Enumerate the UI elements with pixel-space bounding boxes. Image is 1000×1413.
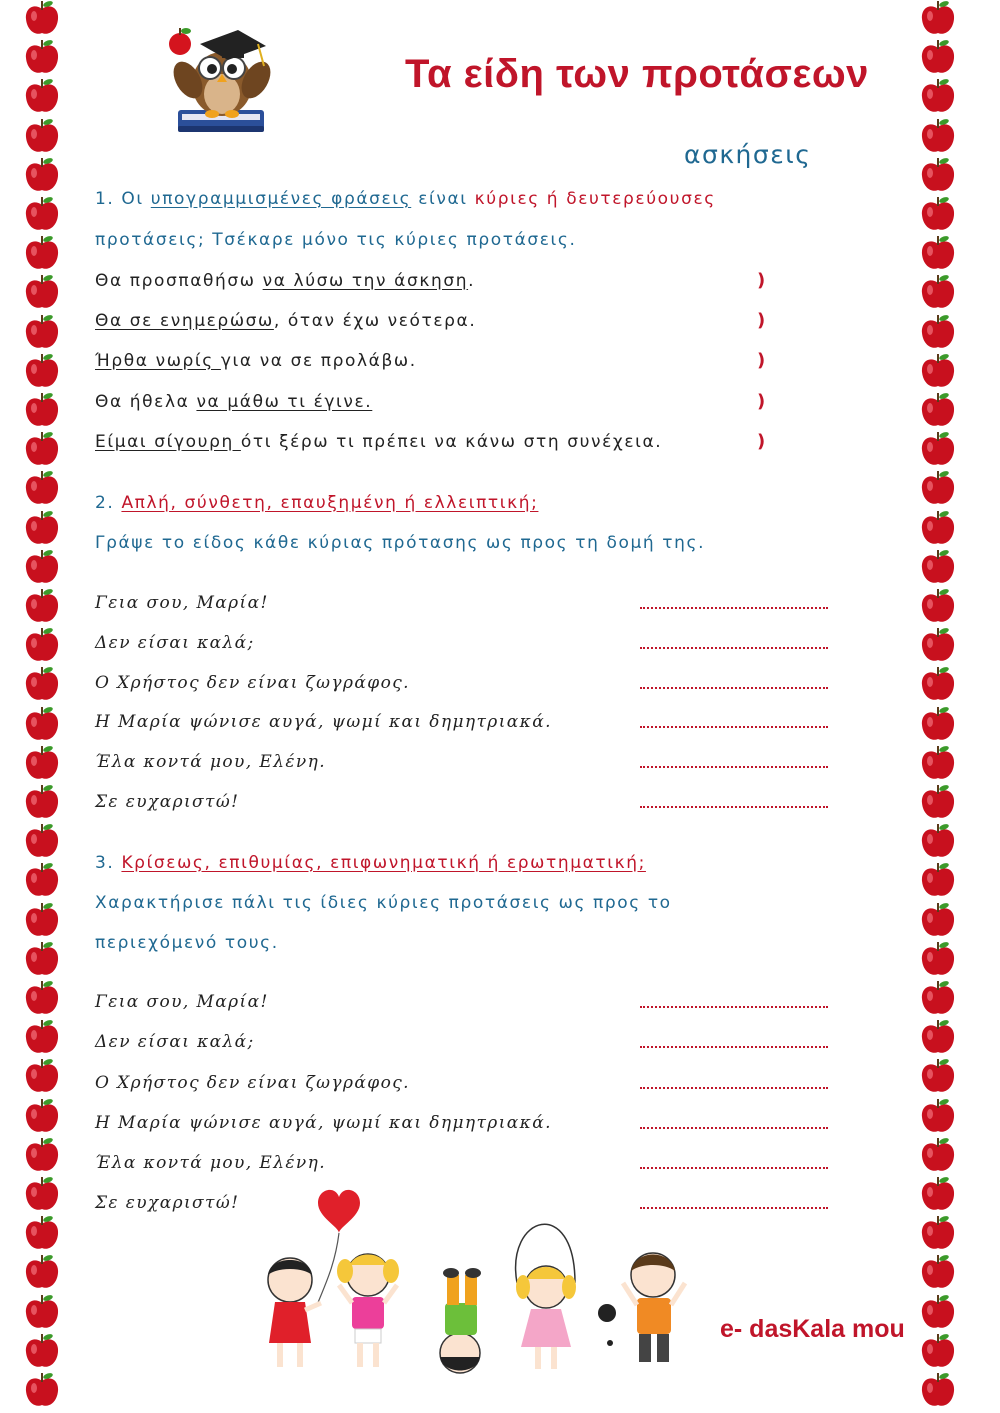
item-underlined: Ήρθα νωρίς (95, 351, 221, 371)
item-underlined: Είμαι σίγουρη (95, 432, 241, 452)
apple-icon (918, 351, 958, 391)
apple-icon (22, 1292, 62, 1332)
apple-icon (22, 782, 62, 822)
item-underlined: Θα σε ενημερώσω (95, 311, 274, 331)
apple-icon (22, 1056, 62, 1096)
apple-icon (918, 664, 958, 704)
exercise1-item (95, 348, 417, 374)
apple-icon (22, 0, 62, 38)
apple-icon (918, 704, 958, 744)
apple-border-left (22, 0, 82, 1413)
answer-blank[interactable] (640, 593, 828, 609)
exercise3-instruction-line2: περιεχόμενό τους. (95, 933, 279, 953)
exercise2-title: Απλή, σύνθετη, επαυξημένη ή ελλειπτική; (121, 493, 539, 513)
check-mark-slot[interactable]: ) (757, 270, 766, 291)
apple-icon (918, 1292, 958, 1332)
exercise1-heading (95, 186, 716, 212)
exercise1-item (95, 268, 475, 294)
apple-icon (22, 155, 62, 195)
apple-icon (918, 194, 958, 234)
answer-blank[interactable] (640, 712, 828, 728)
item-text-before: Θα προσπαθήσω (95, 271, 263, 291)
check-mark-slot[interactable]: ) (757, 310, 766, 331)
apple-icon (22, 468, 62, 508)
apple-border-right (918, 0, 978, 1413)
apple-icon (22, 508, 62, 548)
exercise3-title: Κρίσεως, επιθυμίας, επιφωνηματική ή ερωτηματική; (121, 853, 646, 873)
apple-icon (22, 233, 62, 273)
apple-icon (918, 233, 958, 273)
apple-icon (918, 116, 958, 156)
check-mark-slot[interactable]: ) (757, 350, 766, 371)
apple-icon (918, 1056, 958, 1096)
apple-icon (22, 312, 62, 352)
apple-icon (918, 468, 958, 508)
exercise1-item (95, 429, 662, 455)
apple-icon (918, 860, 958, 900)
apple-icon (22, 390, 62, 430)
brand-signature: e- dasKala mou (720, 1315, 905, 1343)
apple-icon (22, 1096, 62, 1136)
exercise2-sentence: Σε ευχαριστώ! (95, 792, 240, 812)
apple-icon (918, 272, 958, 312)
apple-icon (22, 860, 62, 900)
apple-icon (918, 978, 958, 1018)
apple-icon (918, 508, 958, 548)
exercise1-instruction: προτάσεις; Τσέκαρε μόνο τις κύριες προτάσεις. (95, 230, 577, 250)
apple-icon (22, 1370, 62, 1410)
apple-icon (22, 743, 62, 783)
item-text-after: , όταν έχω νεότερα. (273, 311, 477, 331)
page-subtitle: ασκήσεις (684, 140, 812, 169)
apple-icon (918, 0, 958, 38)
exercise2-heading (95, 490, 538, 516)
exercise3-instruction-line1: Χαρακτήρισε πάλι τις ίδιες κύριες προτάσεις ως προς το (95, 893, 672, 913)
apple-icon (918, 312, 958, 352)
exercise1-number: 1. Οι (95, 189, 151, 209)
exercise2-sentence: Ο Χρήστος δεν είναι ζωγράφος. (95, 673, 410, 693)
apple-icon (918, 429, 958, 469)
exercise2-sentence: Γεια σου, Μαρία! (95, 593, 269, 613)
apple-icon (22, 900, 62, 940)
apple-icon (918, 1370, 958, 1410)
apple-icon (22, 821, 62, 861)
apple-icon (22, 664, 62, 704)
apple-icon (918, 1331, 958, 1371)
apple-icon (918, 1174, 958, 1214)
apple-icon (22, 272, 62, 312)
apple-icon (22, 1331, 62, 1371)
apple-icon (22, 1017, 62, 1057)
exercise1-red-phrase: κύριες ή δευτερεύουσες (474, 189, 716, 209)
item-text-after: . (468, 271, 476, 291)
apple-icon (918, 1017, 958, 1057)
exercise3-sentence: Σε ευχαριστώ! (95, 1193, 240, 1213)
apple-icon (918, 586, 958, 626)
answer-blank[interactable] (640, 633, 828, 649)
apple-icon (22, 1135, 62, 1175)
exercise2-sentence: Έλα κοντά μου, Ελένη. (95, 752, 327, 772)
apple-icon (918, 743, 958, 783)
apple-icon (22, 704, 62, 744)
apple-icon (918, 782, 958, 822)
exercise2-sentence: Η Μαρία ψώνισε αυγά, ψωμί και δημητριακά. (95, 712, 552, 732)
check-mark-slot[interactable]: ) (757, 431, 766, 452)
exercise3-sentence: Έλα κοντά μου, Ελένη. (95, 1153, 327, 1173)
apple-icon (22, 351, 62, 391)
children-illustration (255, 1175, 695, 1390)
apple-icon (918, 900, 958, 940)
answer-blank[interactable] (640, 673, 828, 689)
apple-icon (22, 76, 62, 116)
answer-blank[interactable] (640, 1073, 828, 1089)
page-title: Τα είδη των προτάσεων (405, 52, 869, 96)
item-text-after: για να σε προλάβω. (220, 351, 417, 371)
apple-icon (22, 116, 62, 156)
exercise3-number: 3. (95, 853, 122, 873)
answer-blank[interactable] (640, 752, 828, 768)
answer-blank[interactable] (640, 1032, 828, 1048)
exercise3-sentence: Ο Χρήστος δεν είναι ζωγράφος. (95, 1073, 410, 1093)
answer-blank[interactable] (640, 792, 828, 808)
apple-icon (918, 821, 958, 861)
answer-blank[interactable] (640, 1153, 828, 1169)
apple-icon (918, 1096, 958, 1136)
apple-icon (22, 37, 62, 77)
apple-icon (918, 1135, 958, 1175)
apple-icon (918, 76, 958, 116)
item-text-after: ότι ξέρω τι πρέπει να κάνω στη συνέχεια. (240, 432, 663, 452)
apple-icon (918, 37, 958, 77)
apple-icon (22, 1174, 62, 1214)
apple-icon (918, 625, 958, 665)
apple-icon (918, 547, 958, 587)
exercise3-sentence: Δεν είσαι καλά; (95, 1032, 255, 1052)
apple-icon (918, 939, 958, 979)
apple-icon (22, 1213, 62, 1253)
exercise1-underlined-phrase: υπογραμμισμένες φράσεις (150, 189, 412, 209)
exercise3-sentence: Η Μαρία ψώνισε αυγά, ψωμί και δημητριακά. (95, 1113, 552, 1133)
apple-icon (22, 586, 62, 626)
apple-icon (22, 429, 62, 469)
answer-blank[interactable] (640, 1113, 828, 1129)
apple-icon (918, 1252, 958, 1292)
exercise3-heading (95, 850, 646, 876)
apple-icon (22, 978, 62, 1018)
item-underlined: να μάθω τι έγινε. (196, 392, 373, 412)
check-mark-slot[interactable]: ) (757, 391, 766, 412)
apple-icon (918, 1213, 958, 1253)
exercise2-number: 2. (95, 493, 122, 513)
answer-blank[interactable] (640, 992, 828, 1008)
exercise1-mid: είναι (411, 189, 475, 209)
exercise2-sentence: Δεν είσαι καλά; (95, 633, 255, 653)
exercise1-item (95, 308, 476, 334)
apple-icon (22, 547, 62, 587)
apple-icon (918, 390, 958, 430)
exercise2-instruction: Γράψε το είδος κάθε κύριας πρότασης ως προς τη δομή της. (95, 533, 706, 553)
apple-icon (22, 1252, 62, 1292)
apple-icon (22, 194, 62, 234)
apple-icon (22, 939, 62, 979)
item-underlined: να λύσω την άσκηση (262, 271, 469, 291)
exercise3-sentence: Γεια σου, Μαρία! (95, 992, 269, 1012)
apple-icon (918, 155, 958, 195)
exercise1-item (95, 389, 372, 415)
owl-mascot-image (160, 22, 280, 140)
apple-icon (22, 625, 62, 665)
item-text-before: Θα ήθελα (95, 392, 197, 412)
